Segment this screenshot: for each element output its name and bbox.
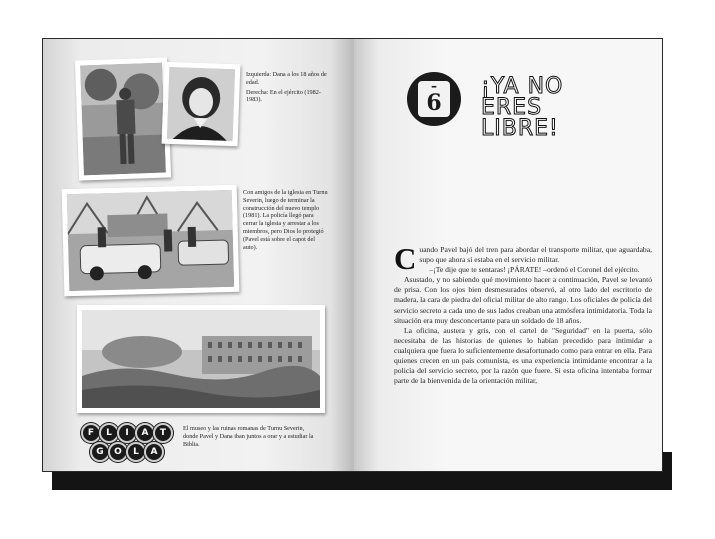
logo-letter: L <box>99 423 119 443</box>
right-page <box>354 38 663 472</box>
logo-letter: L <box>126 442 146 462</box>
open-book <box>42 38 662 470</box>
logo-letter: F <box>81 423 101 443</box>
logo-letter: O <box>108 442 128 462</box>
logo-letter: I <box>117 423 137 443</box>
paragraph: La oficina, austera y gris, con el cartel de "Seguridad" en la puerta, sólo necesitaba de las historias de quienes lo habían precedido para intimidar a cualquiera que fuera lo suficientemente desafortunado como para entrar en ella. Para quienes crecen en un país comunista, es una experiencia intimidante encontrar a la policía del servicio secreto, por la razón que fuere. Si esta oficina intentaba formar parte de la bienvenida de la orientación militar, <box>394 325 652 386</box>
photo-museum-ruins <box>77 305 325 413</box>
photo-soldier <box>75 57 171 180</box>
chapter-badge <box>407 72 461 126</box>
chapter-dash: – <box>431 79 437 93</box>
chapter-body <box>394 241 652 386</box>
chapter-number: 6 <box>426 90 442 116</box>
caption-left-photo: Izquierda: Dana a los 18 años de edad. <box>246 71 327 86</box>
chapter-title-line: ERES <box>481 95 543 120</box>
caption-portrait <box>246 71 330 104</box>
logo-letter: A <box>144 442 164 462</box>
chapter-title-line: ¡YA NO <box>481 74 564 99</box>
chapter-title <box>481 76 563 139</box>
photo-portrait <box>162 62 241 147</box>
left-page <box>42 38 355 472</box>
caption-car: Con amigos de la iglesia en Turnu Severin, luego de terminar la construcción del nuevo templo (1981). La policía llegó para cerrar la iglesia y arrestar a los miembros, pero Dios lo protegió (Pavel está sobre el capot del auto). <box>243 189 328 251</box>
caption-right-photo: Derecha: En el ejército (1982-1983). <box>246 88 321 104</box>
caption-ruins: El museo y las ruinas romanas de Turnu Severin, donde Pavel y Dana iban juntos a orar y a estudiar la Biblia. <box>183 425 314 448</box>
paragraph-text: uando Pavel bajó del tren para abordar el transporte militar, que aguardaba, supo que ahora sí estaba en el servicio militar. <box>419 245 652 265</box>
chapter-badge-inner <box>418 81 450 117</box>
paragraph: –¡Te dije que te sentaras! ¡PÁRATE! –ordenó el Coronel del ejército. <box>429 265 640 275</box>
drop-cap: C <box>394 241 417 276</box>
logo-letter: A <box>135 423 155 443</box>
logo-letter: T <box>153 423 173 443</box>
logo-letter: G <box>90 442 110 462</box>
paragraph: Asustado, y no sabiendo qué movimiento hacer a continuación, Pavel se levantó de prisa. Con los ojos bien desmesurados observó, al otro lado del escritorio de madera, la cara de piedra del oficial militar de alto rango. Los oficiales de policía del servicio secreto a cada uno de sus lados creaban una atmósfera intimidatoria. Toda la situación era muy desconcertante para un soldado de 18 años. <box>394 275 652 325</box>
flight-logo <box>81 423 171 463</box>
photo-church-friends-car <box>62 185 240 297</box>
chapter-title-line: LIBRE! <box>481 116 559 141</box>
